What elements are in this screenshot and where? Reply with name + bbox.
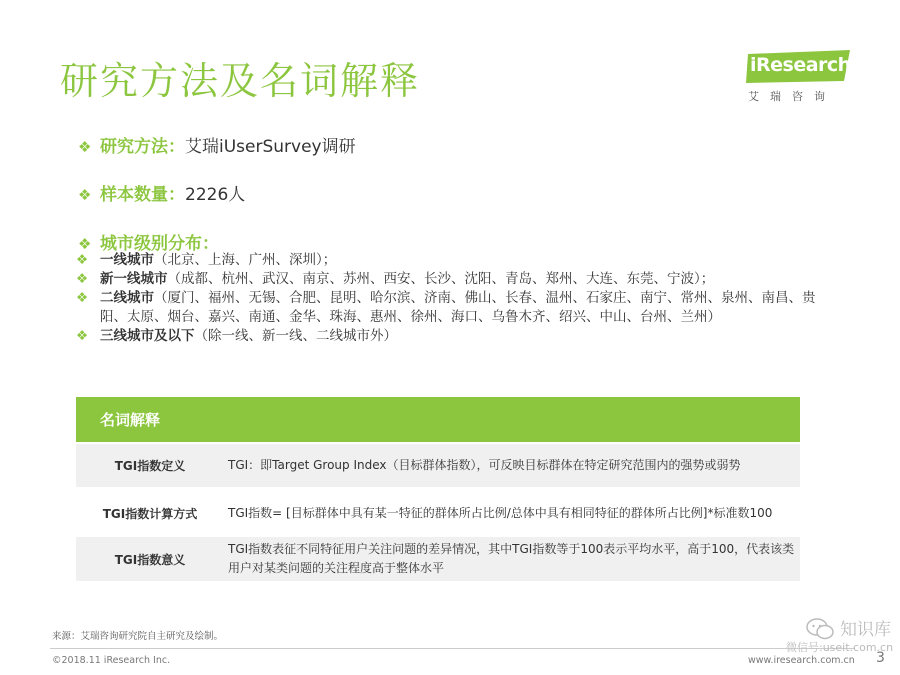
diamond-bullet-icon: ❖ <box>78 186 92 204</box>
diamond-bullet-icon: ❖ <box>78 138 92 156</box>
watermark-name: 知识库 <box>840 620 891 640</box>
method-line <box>78 132 356 157</box>
term-cell: TGI指数意义 <box>114 552 186 567</box>
desc-cell: TGI指数表征不同特征用户关注问题的差异情况，其中TGI指数等于100表示平均水平，高于100，代表该类用户对某类问题的关注程度高于整体水平 <box>228 542 795 575</box>
term-cell: TGI指数定义 <box>114 459 186 473</box>
table-row <box>76 489 800 537</box>
city-tier-item: ❖ 二线城市（厦门、福州、无锡、合肥、昆明、哈尔滨、济南、佛山、长春、温州、石家庄、南宁、常州、泉州、南昌、贵阳、太原、烟台、嘉兴、南通、金华、珠海、惠州、徐州、海口、乌鲁木齐、绍兴、中山、台州、兰州） <box>76 290 816 325</box>
glossary-table <box>76 397 800 581</box>
distribution-heading: ❖ 城市级别分布： <box>78 234 219 254</box>
desc-cell: TGI：即Target Group Index（目标群体指数），可反映目标群体在特定研究范围内的强势或弱势 <box>228 458 741 472</box>
diamond-bullet-icon: ❖ <box>76 290 89 306</box>
diamond-bullet-icon: ❖ <box>78 235 92 253</box>
logo-subtitle: 艾瑞咨询 <box>748 90 836 103</box>
sample-value: 2226人 <box>185 185 246 205</box>
table-row <box>76 537 800 581</box>
watermark-account: 微信号:useit.com.cn <box>786 641 894 654</box>
copyright-text: ©2018.11 iResearch Inc. <box>52 655 171 666</box>
diamond-bullet-icon: ❖ <box>76 328 89 344</box>
footer-divider <box>50 648 855 649</box>
iresearch-logo <box>746 50 858 104</box>
desc-cell: TGI指数= [目标群体中具有某一特征的群体所占比例/总体中具有相同特征的群体所占比例]*标准数100 <box>228 505 773 520</box>
watermark <box>786 613 896 663</box>
method-key: 研究方法： <box>100 137 185 157</box>
method-value: 艾瑞iUserSurvey调研 <box>185 137 356 157</box>
city-tier-item: ❖ 三线城市及以下（除一线、新一线、二线城市外） <box>76 328 397 344</box>
glossary-header: 名词解释 <box>76 397 800 442</box>
city-tier-item: ❖ 新一线城市（成都、杭州、武汉、南京、苏州、西安、长沙、沈阳、青岛、郑州、大连、东莞、宁波）； <box>76 271 715 287</box>
city-tier-item: ❖ 一线城市（北京、上海、广州、深圳）； <box>76 252 337 268</box>
website-link[interactable]: www.iresearch.com.cn <box>748 655 855 666</box>
source-note: 来源：艾瑞咨询研究院自主研究及绘制。 <box>52 631 224 642</box>
wechat-icon <box>806 618 834 640</box>
diamond-bullet-icon: ❖ <box>76 271 89 287</box>
city-tier-list <box>76 251 816 346</box>
diamond-bullet-icon: ❖ <box>76 252 89 268</box>
page-number: 3 <box>876 650 885 666</box>
table-row <box>76 444 800 487</box>
sample-key: 样本数量： <box>100 185 185 205</box>
logo-brand-text: iResearch <box>750 54 851 76</box>
sample-line <box>78 180 245 205</box>
term-cell: TGI指数计算方式 <box>102 506 198 521</box>
page-title: 研究方法及名词解释 <box>60 59 421 103</box>
